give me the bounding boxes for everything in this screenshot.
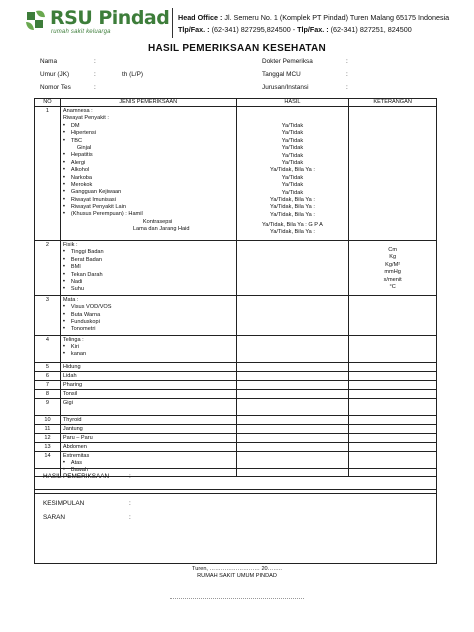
fisik-cell [60,241,236,296]
hasil-value: Ya/Tidak [281,123,304,129]
head-office-address: Jl. Semeru No. 1 (Komplek PT Pindad) Turen Malang 65175 Indonesia [224,13,450,22]
leaf-logo-icon [24,8,46,32]
hasil-value: Ya/Tidak, Bila Ya : [270,196,315,203]
row-no: 7 [35,380,61,389]
list-item: • Tonometri [63,326,234,333]
row-no: 3 [35,295,61,335]
row-no: 5 [35,362,61,371]
signature-institution: RUMAH SAKIT UMUM PINDAD [197,573,277,579]
row-label: Gigi [60,398,236,415]
head-office-label: Head Office : [178,13,223,22]
nomor-colon: : [94,84,96,91]
row-no: 6 [35,371,61,380]
row-label: Abdomen [60,442,236,451]
dokter-colon: : [346,58,348,65]
table-row [35,380,437,389]
list-item: • Bawah [63,467,234,474]
list-item: Ginjal [76,144,92,151]
umur-label: Umur (JK) [40,71,70,78]
nama-colon: : [94,58,96,65]
hasil-value: Ya/Tidak, Bila Ya : [270,167,315,174]
row-label: Jantung [60,424,236,433]
jurusan-label: Jurusan/Instansi [262,84,309,91]
list-item: • (Khusus Perempuan) : Hamil [63,211,234,218]
mata-cell [60,295,236,335]
row-label: Hidung [60,362,236,371]
unit-value: Kg/M² [385,261,401,268]
table-row [35,424,437,433]
hasil-value: Ya/Tidak, Bila Ya : [270,229,315,236]
telinga-ket-cell [349,335,437,362]
hasil-pemeriksaan-colon: : [129,473,131,480]
telinga-label: Telinga : [62,336,84,343]
row-label: Thyroid [60,415,236,424]
document-title: HASIL PEMERIKSAAN KESEHATAN [147,43,327,54]
list-item: • Kiri [63,344,234,351]
phone2-value: (62-341) 827251, 824500 [330,25,412,34]
list-item: • Alkohol [63,167,234,174]
list-item: • DM [63,123,234,130]
row-no: 14 [35,451,61,476]
hasil-value: Ya/Tidak, Bila Ya : [270,211,315,218]
table-row [35,398,437,415]
unit-value: Cm [388,247,397,253]
row-no: 12 [35,433,61,442]
row-label: Lidah [60,371,236,380]
header-divider [172,8,173,38]
mata-label: Mata : [62,296,79,303]
list-item: • kanan [63,351,234,358]
logo-tagline: rumah sakit keluarga [51,29,111,35]
table-row [35,415,437,424]
letterhead [24,6,454,40]
phone2-label: Tlp/Fax. : [297,25,329,34]
head-office-line [178,13,449,22]
unit-value: °C [389,283,396,290]
row-no: 11 [35,424,61,433]
unit-value: Kg [389,254,397,261]
extremitas-label: Extremitas [62,452,90,459]
list-item: • Tinggi Badan [63,249,234,256]
table-row [35,433,437,442]
row-label: Paru – Paru [60,433,236,442]
hasil-value: Ya/Tidak [281,152,304,159]
table-row [35,335,437,362]
exam-table [34,98,437,477]
fisik-hasil-cell [236,241,349,296]
row-label: Pharing [60,380,236,389]
kesimpulan-label: KESIMPULAN [43,500,85,507]
umur-colon: : [94,71,96,78]
tanggal-colon: : [346,71,348,78]
list-item: • Merokok [63,182,234,189]
list-item: • BMI [63,264,234,271]
list-item: • Gangguan Kejiwaan [63,189,234,196]
dokter-label: Dokter Pemeriksa [262,58,313,65]
list-item: • Suhu [63,286,234,293]
list-item: • Tekan Darah [63,272,234,279]
hasil-value: Ya/Tidak [281,137,304,144]
row-no: 9 [35,398,61,415]
list-item: • Berat Badan [63,257,234,264]
logo-text: RSU Pindad [50,7,170,29]
header-hasil: HASIL [236,99,349,107]
table-row [35,107,437,241]
telinga-cell [60,335,236,362]
hasil-value: Ya/Tidak [281,130,304,137]
hasil-value: Ya/Tidak [281,145,304,152]
list-item: • Visus VOD/VOS [63,304,234,311]
list-item: • Hipertensi [63,130,234,137]
telinga-hasil-cell [236,335,349,362]
umur-value: th (L/P) [122,71,143,78]
list-item: • Narkoba [63,175,234,182]
table-row [35,389,437,398]
row-no: 4 [35,335,61,362]
nama-label: Nama [40,58,58,65]
table-row [35,371,437,380]
table-header-row [35,99,437,107]
kesimpulan-box [34,489,437,564]
list-item: • Buta Warna [63,312,234,319]
row-no: 2 [35,241,61,296]
header-keterangan: KETERANGAN [349,99,437,107]
hasil-value: Ya/Tidak [281,182,304,189]
fisik-label: Fisik : [62,242,78,248]
list-item: • Riwayat Penyakit Lain [63,204,234,211]
row-no: 10 [35,415,61,424]
phone-value: (62-341) 827295,824500 - [211,25,296,34]
table-row [35,295,437,335]
mata-hasil-cell [236,295,349,335]
mata-ket-cell [349,295,437,335]
header-jenis: JENIS PEMERIKSAAN [60,99,236,107]
hasil-value: Ya/Tidak [281,189,304,196]
list-item: • Alergi [63,160,234,167]
saran-label: SARAN [43,514,66,521]
list-item: • Riwayat Imunisasi [63,197,234,204]
unit-value: x/menit [383,276,402,283]
row-no: 1 [35,107,61,241]
row-no: 8 [35,389,61,398]
list-item: • Hepatitis [63,152,234,159]
hasil-value: Ya/Tidak [281,159,304,166]
anamnesa-hasil-cell [236,107,349,241]
list-item: • Atas [63,460,234,467]
hospital-logo [24,6,174,40]
list-item: • Nadi [63,279,234,286]
header-no: NO [35,99,61,107]
keterangan-cell [349,107,437,241]
fisik-unit-cell [349,241,437,296]
haid-label: Lama dan Jarang Haid [132,226,190,233]
list-item: • Funduskopi [63,319,234,326]
nomor-label: Nomor Tes [40,84,71,91]
table-row [35,442,437,451]
table-row [35,241,437,296]
kontrasepsi-label: Kontrasepsi [142,218,173,225]
anamnesa-cell [60,107,236,241]
row-no: 13 [35,442,61,451]
list-item: • TBC [63,138,234,145]
unit-value: mmHg [384,269,401,276]
row-label: Tonsil [60,389,236,398]
riwayat-label: Riwayat Penyakit : [62,115,109,122]
anamnesa-label: Anamnesa : [62,108,93,114]
hasil-value: Ya/Tidak, Bila Ya : [270,204,315,211]
signature-place-date: Turen, ……………………… 20…….. [192,566,282,572]
saran-colon: : [129,514,131,521]
jurusan-colon: : [346,84,348,91]
table-row [35,362,437,371]
kesimpulan-colon: : [129,500,131,507]
phone-line [178,25,412,34]
phone-label: Tlp/Fax. : [178,25,210,34]
hasil-gpa: Ya/Tidak, Bila Ya : G P A [261,222,323,229]
hasil-value: Ya/Tidak [281,174,304,181]
hasil-pemeriksaan-label: HASIL PEMERIKSAAN [43,473,110,480]
tanggal-label: Tanggal MCU [262,71,301,78]
footer-divider [170,598,304,599]
